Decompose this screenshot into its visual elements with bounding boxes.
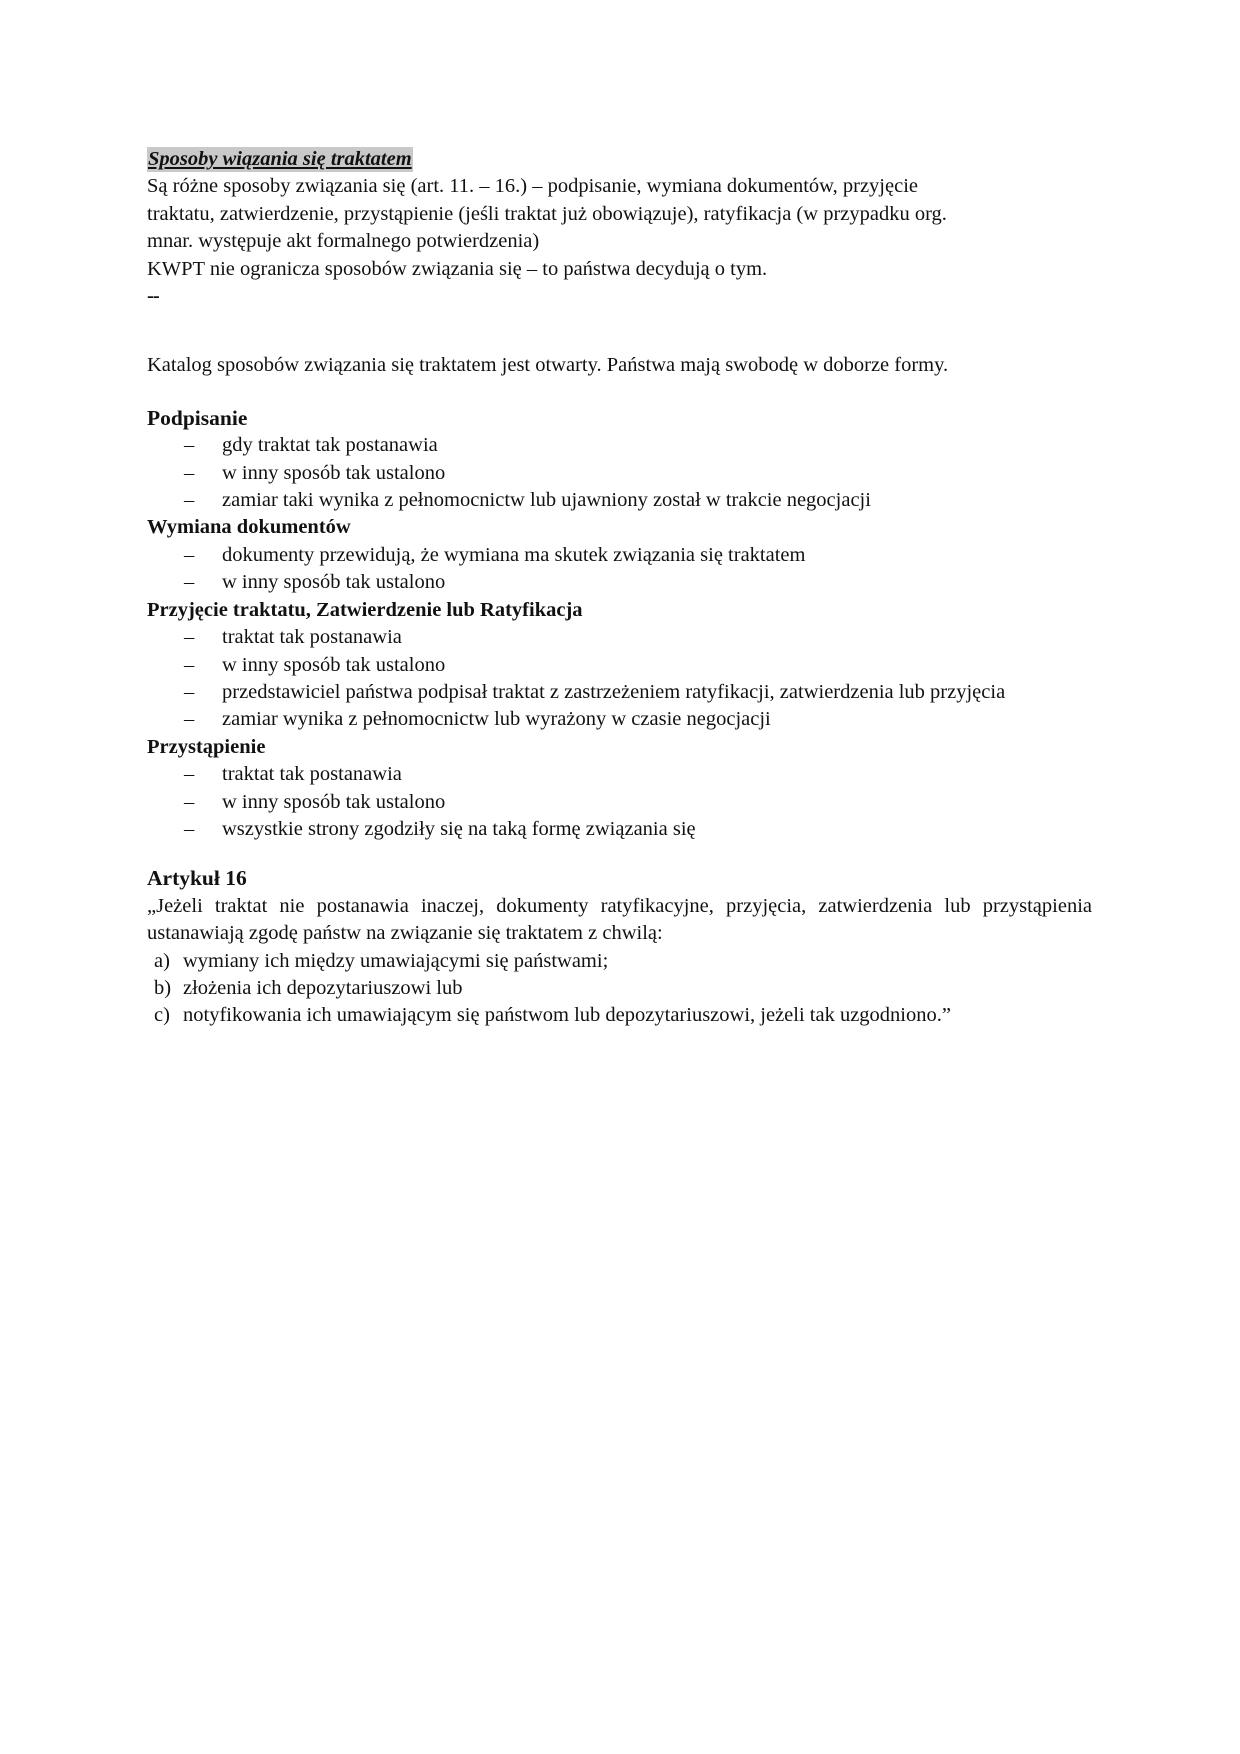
dash-bullet-icon: – — [184, 461, 195, 484]
dash-bullet-icon: – — [184, 708, 195, 731]
dash-bullet-icon: – — [184, 680, 195, 703]
spacer — [147, 310, 1092, 352]
list-item: – w inny sposób tak ustalono — [147, 569, 1092, 596]
dash-bullet-icon: – — [184, 790, 195, 813]
dash-bullet-icon: – — [184, 817, 195, 840]
spacer — [147, 380, 1092, 405]
intro-paragraph: Są różne sposoby związania się (art. 11. – 16.) – podpisanie, wymiana dokumentów, przyjęcie traktatu, zatwierdzenie, przystąpienie (jeśli traktat już obowiązuje), ratyfikacja (w przypadku org. mnar. występuje akt formalnego potwierdzenia) — [147, 175, 947, 253]
dash-bullet-icon: – — [184, 489, 195, 512]
list-item: – gdy traktat tak postanawia — [147, 432, 1092, 459]
document-title-line — [147, 146, 1092, 173]
list-item: – zamiar wynika z pełnomocnictw lub wyrażony w czasie negocjacji — [147, 706, 1092, 733]
section-list-przystapienie — [147, 761, 1092, 843]
list-marker: a) — [154, 949, 170, 972]
catalog-paragraph: Katalog sposobów związania się traktatem jest otwarty. Państwa mają swobodę w doborze formy. — [147, 354, 949, 377]
list-item: – traktat tak postanawia — [147, 761, 1092, 788]
section-list-podpisanie — [147, 432, 1092, 514]
section-list-wymiana — [147, 542, 1092, 597]
list-item: – w inny sposób tak ustalono — [147, 460, 1092, 487]
list-item: c) notyfikowania ich umawiającym się państwom lub depozytariuszowi, jeżeli tak uzgodniono.” — [147, 1002, 1092, 1029]
document-page — [147, 146, 1092, 1030]
dash-bullet-icon: – — [184, 543, 195, 566]
list-item: – w inny sposób tak ustalono — [147, 652, 1092, 679]
list-item: – traktat tak postanawia — [147, 624, 1092, 651]
section-heading-podpisanie: Podpisanie — [147, 405, 248, 430]
list-marker: c) — [154, 1004, 170, 1027]
list-item: – dokumenty przewidują, że wymiana ma skutek związania się traktatem — [147, 542, 1092, 569]
dash-bullet-icon: – — [184, 571, 195, 594]
separator: -- — [147, 285, 159, 308]
article-heading: Artykuł 16 — [147, 866, 247, 891]
intro-line-2: KWPT nie ogranicza sposobów związania się – to państwa decydują o tym. — [147, 257, 768, 280]
spacer — [147, 843, 1092, 865]
section-list-przyjecie — [147, 624, 1092, 734]
section-heading-przystapienie: Przystąpienie — [147, 735, 266, 758]
list-item: a) wymiany ich między umawiającymi się państwami; — [147, 948, 1092, 975]
list-marker: b) — [154, 976, 172, 999]
document-title: Sposoby wiązania się traktatem — [148, 148, 412, 170]
dash-bullet-icon: – — [184, 626, 195, 649]
list-item: – przedstawiciel państwa podpisał traktat z zastrzeżeniem ratyfikacji, zatwierdzenia lub przyjęcia — [147, 679, 1092, 706]
dash-bullet-icon: – — [184, 653, 195, 676]
section-heading-wymiana: Wymiana dokumentów — [147, 516, 351, 539]
dash-bullet-icon: – — [184, 763, 195, 786]
list-item: – w inny sposób tak ustalono — [147, 789, 1092, 816]
section-heading-przyjecie: Przyjęcie traktatu, Zatwierdzenie lub Ratyfikacja — [147, 598, 583, 621]
article-points — [147, 948, 1092, 1030]
list-item: b) złożenia ich depozytariuszowi lub — [147, 975, 1092, 1002]
list-item: – zamiar taki wynika z pełnomocnictw lub ujawniony został w trakcie negocjacji — [147, 487, 1092, 514]
dash-bullet-icon: – — [184, 434, 195, 457]
list-item: – wszystkie strony zgodziły się na taką formę związania się — [147, 816, 1092, 843]
article-quote: „Jeżeli traktat nie postanawia inaczej, dokumenty ratyfikacyjne, przyjęcia, zatwierdzenia lub przystąpienia ustanawiają zgodę państw na związanie się traktatem z chwilą: — [147, 894, 1092, 945]
